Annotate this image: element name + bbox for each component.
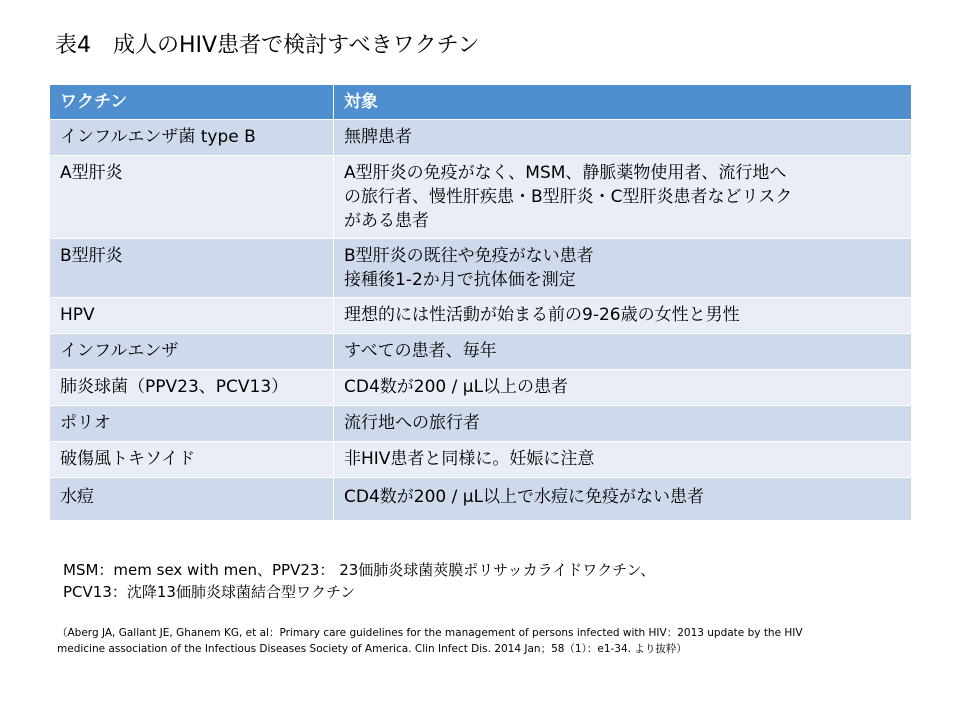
vaccine-cell: 水痘 xyxy=(50,478,334,521)
target-line: 接種後1-2か月で抗体価を測定 xyxy=(344,270,576,290)
vaccine-cell: 肺炎球菌（PPV23、PCV13） xyxy=(50,370,334,406)
reference-note xyxy=(57,625,917,657)
vaccine-cell: インフルエンザ xyxy=(50,334,334,370)
target-line: 非HIV患者と同様に。妊娠に注意 xyxy=(344,449,595,469)
target-line: がある患者 xyxy=(344,211,429,231)
table-row xyxy=(50,370,912,406)
target-cell xyxy=(334,370,912,406)
header-target: 対象 xyxy=(334,85,912,120)
table-row xyxy=(50,298,912,334)
target-cell xyxy=(334,120,912,156)
target-line: CD4数が200 / μL以上の患者 xyxy=(344,377,569,397)
table-row xyxy=(50,442,912,478)
abbreviation-line: PCV13：沈降13価肺炎球菌結合型ワクチン xyxy=(63,583,356,601)
target-cell xyxy=(334,334,912,370)
reference-line: （Aberg JA, Gallant JE, Ghanem KG, et al：Primary care guidelines for the management of persons infected with HIV：2013 update by the HIV xyxy=(57,627,803,639)
target-cell xyxy=(334,156,912,239)
target-cell xyxy=(334,478,912,521)
table-header-row xyxy=(50,85,912,120)
vaccine-cell: A型肝炎 xyxy=(50,156,334,239)
table-row xyxy=(50,406,912,442)
target-cell xyxy=(334,298,912,334)
table-row xyxy=(50,120,912,156)
abbreviations-note xyxy=(63,559,655,603)
vaccine-cell: インフルエンザ菌 type B xyxy=(50,120,334,156)
vaccine-cell: ポリオ xyxy=(50,406,334,442)
target-line: の旅行者、慢性肝疾患・B型肝炎・C型肝炎患者などリスク xyxy=(344,187,793,207)
target-line: 理想的には性活動が始まる前の9-26歳の女性と男性 xyxy=(344,305,740,325)
vaccine-table xyxy=(49,84,912,521)
target-cell xyxy=(334,406,912,442)
vaccine-cell: HPV xyxy=(50,298,334,334)
vaccine-cell: B型肝炎 xyxy=(50,239,334,298)
target-line: 無脾患者 xyxy=(344,127,412,147)
page-title: 表4 成人のHIV患者で検討すべきワクチン xyxy=(55,33,480,58)
target-line: 流行地への旅行者 xyxy=(344,413,480,433)
vaccine-cell: 破傷風トキソイド xyxy=(50,442,334,478)
target-line: すべての患者、毎年 xyxy=(344,341,497,361)
header-vaccine: ワクチン xyxy=(50,85,334,120)
target-line: B型肝炎の既往や免疫がない患者 xyxy=(344,246,594,266)
table-row xyxy=(50,156,912,239)
table-row xyxy=(50,239,912,298)
reference-line: medicine association of the Infectious Diseases Society of America. Clin Infect Dis. 2014 Jan；58（1）：e1-34. より抜粋） xyxy=(57,643,687,655)
table-row xyxy=(50,478,912,521)
target-line: CD4数が200 / μL以上で水痘に免疫がない患者 xyxy=(344,487,705,507)
target-cell xyxy=(334,442,912,478)
abbreviation-line: MSM：mem sex with men、PPV23： 23価肺炎球菌莢膜ポリサッカライドワクチン、 xyxy=(63,561,656,579)
target-line: A型肝炎の免疫がなく、MSM、静脈薬物使用者、流行地へ xyxy=(344,163,787,183)
table-row xyxy=(50,334,912,370)
target-cell xyxy=(334,239,912,298)
